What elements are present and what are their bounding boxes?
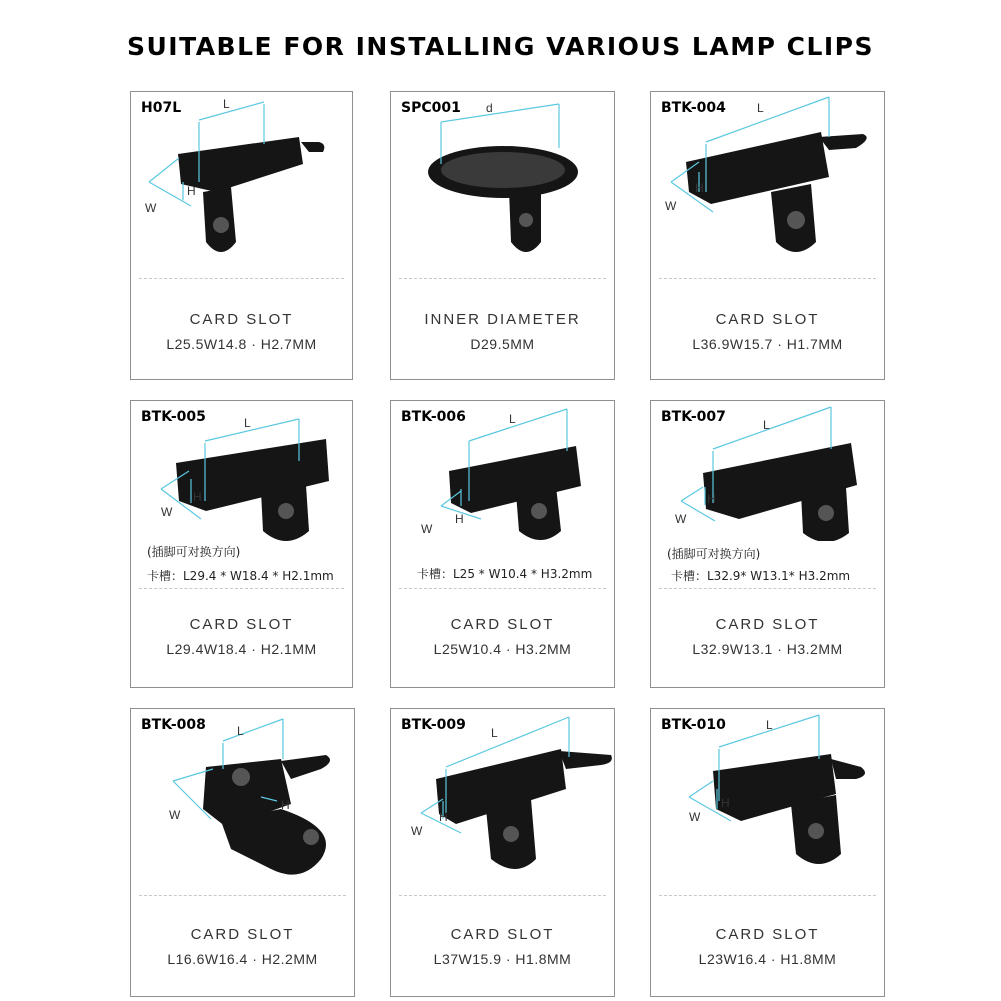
product-card-btk-008 [130,708,355,997]
divider [139,588,344,589]
divider [659,895,876,896]
btk-004-mount-illustration [651,92,886,277]
width-label: W [689,810,701,824]
btk-008-mount-illustration [131,709,356,894]
model-code: SPC001 [401,100,461,116]
product-card-btk-004 [650,91,885,380]
model-code: BTK-008 [141,717,206,733]
spec-caption: CARD SLOT [189,311,294,328]
model-code: BTK-010 [661,717,726,733]
length-label: L [763,418,770,432]
btk-005-mount-illustration [131,401,354,541]
divider [139,895,346,896]
btk-009-mount-illustration [391,709,616,894]
spec-caption: CARD SLOT [190,926,295,943]
model-code: BTK-004 [661,100,726,116]
spec-caption: CARD SLOT [450,616,555,633]
btk-006-mount-illustration [391,401,616,541]
length-label: L [509,412,516,426]
diameter-label: d [486,101,493,115]
spec-values: L37W15.9 · H1.8MM [433,951,572,967]
width-label: W [665,199,677,213]
spec-caption: CARD SLOT [715,311,820,328]
width-label: W [421,522,433,536]
product-card-btk-007 [650,400,885,688]
page-title: SUITABLE FOR INSTALLING VARIOUS LAMP CLIPS [126,32,875,61]
width-label: W [161,505,173,519]
height-label: H [455,512,464,526]
length-label: L [223,97,230,111]
product-card-btk-006 [390,400,615,688]
width-label: W [675,512,687,526]
spec-values: L25W10.4 · H3.2MM [433,641,572,657]
product-card-btk-005 [130,400,353,688]
btk-010-mount-illustration [651,709,886,894]
model-code: BTK-007 [661,409,726,425]
width-label: W [411,824,423,838]
divider [399,588,606,589]
product-card-h07l [130,91,353,380]
height-label: H [439,810,448,824]
slot-note: 卡槽：L32.9* W13.1* H3.2mm [671,569,851,583]
length-label: L [766,718,773,732]
spec-caption: CARD SLOT [715,616,820,633]
length-label: L [244,416,251,430]
height-label: H [707,492,716,506]
btk-007-mount-illustration [651,401,886,541]
divider [139,278,344,279]
h07l-mount-illustration [131,92,354,277]
spec-values: D29.5MM [470,336,535,352]
divider [399,278,606,279]
length-label: L [491,726,498,740]
length-label: L [757,101,764,115]
height-label: H [695,181,704,195]
spec-values: L29.4W18.4 · H2.1MM [166,641,317,657]
height-label: H [721,796,730,810]
spec-values: L25.5W14.8 · H2.7MM [166,336,317,352]
direction-note: (插脚可对换方向) [667,547,761,561]
height-label: H [187,184,196,198]
model-code: H07L [141,100,182,116]
product-card-spc001 [390,91,615,380]
model-code: BTK-006 [401,409,466,425]
model-code: BTK-009 [401,717,466,733]
direction-note: (插脚可对换方向) [147,545,241,559]
product-card-btk-010 [650,708,885,997]
model-code: BTK-005 [141,409,206,425]
divider [659,588,876,589]
width-label: W [145,201,157,215]
spec-values: L16.6W16.4 · H2.2MM [167,951,318,967]
slot-note: 卡槽：L29.4 * W18.4 * H2.1mm [147,569,334,583]
spec-values: L32.9W13.1 · H3.2MM [692,641,843,657]
width-label: W [169,808,181,822]
spec-caption: CARD SLOT [450,926,555,943]
spec-values: L36.9W15.7 · H1.7MM [692,336,843,352]
spec-caption: INNER DIAMETER [424,311,581,328]
divider [659,278,876,279]
spec-caption: CARD SLOT [189,616,294,633]
length-label: L [237,724,244,738]
height-label: H [281,798,290,812]
spec-values: L23W16.4 · H1.8MM [698,951,837,967]
spec-caption: CARD SLOT [715,926,820,943]
height-label: H [193,490,202,504]
product-card-btk-009 [390,708,615,997]
divider [399,895,606,896]
spc001-mount-illustration [391,92,616,277]
slot-note: 卡槽：L25 * W10.4 * H3.2mm [417,567,593,581]
